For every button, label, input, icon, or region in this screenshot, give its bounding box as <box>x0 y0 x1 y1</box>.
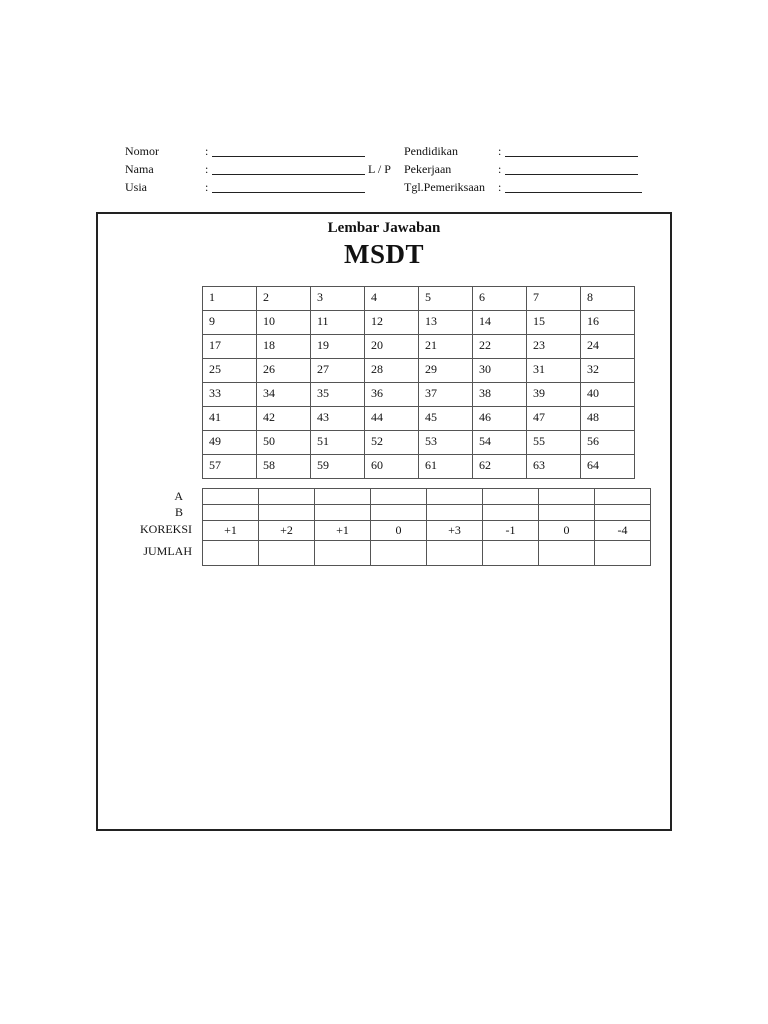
answer-number: 11 <box>317 314 329 328</box>
answer-number: 29 <box>425 362 437 376</box>
answer-cell[interactable] <box>419 287 473 311</box>
answer-number: 40 <box>587 386 599 400</box>
answer-grid-row <box>203 431 635 455</box>
answer-number: 63 <box>533 458 545 472</box>
answer-number: 55 <box>533 434 545 448</box>
jumlah-cell-6[interactable] <box>483 541 539 566</box>
answer-cell[interactable] <box>527 431 581 455</box>
answer-number: 47 <box>533 410 545 424</box>
a-cell-1[interactable] <box>203 489 259 505</box>
answer-number: 62 <box>479 458 491 472</box>
tgl-pemeriksaan-colon: : <box>498 180 502 194</box>
answer-number: 3 <box>317 290 323 304</box>
answer-cell[interactable] <box>365 383 419 407</box>
pendidikan-label: Pendidikan <box>404 144 458 158</box>
a-cell-3[interactable] <box>315 489 371 505</box>
answer-cell[interactable] <box>473 335 527 359</box>
answer-cell[interactable] <box>527 335 581 359</box>
header-field-pekerjaan <box>404 162 644 176</box>
answer-cell[interactable] <box>473 455 527 479</box>
pekerjaan-label: Pekerjaan <box>404 162 452 176</box>
answer-number: 26 <box>263 362 275 376</box>
answer-number: 23 <box>533 338 545 352</box>
answer-number: 17 <box>209 338 221 352</box>
answer-cell[interactable] <box>419 431 473 455</box>
b-cell-1[interactable] <box>203 505 259 521</box>
answer-cell[interactable] <box>365 359 419 383</box>
answer-cell[interactable] <box>257 311 311 335</box>
answer-grid-row <box>203 335 635 359</box>
answer-number: 30 <box>479 362 491 376</box>
answer-number: 61 <box>425 458 437 472</box>
b-cell-2[interactable] <box>259 505 315 521</box>
b-cell-5[interactable] <box>427 505 483 521</box>
answer-cell[interactable] <box>581 335 635 359</box>
answer-cell[interactable] <box>311 407 365 431</box>
nama-label: Nama <box>125 162 154 176</box>
answer-number: 49 <box>209 434 221 448</box>
answer-number: 39 <box>533 386 545 400</box>
usia-input-line[interactable] <box>212 180 365 193</box>
answer-grid <box>202 286 635 479</box>
answer-number: 8 <box>587 290 593 304</box>
row-label-koreksi: KOREKSI <box>139 522 192 536</box>
answer-number: 33 <box>209 386 221 400</box>
answer-number: 44 <box>371 410 383 424</box>
header-field-usia <box>125 180 385 194</box>
answer-number: 15 <box>533 314 545 328</box>
answer-cell[interactable] <box>365 287 419 311</box>
answer-cell[interactable] <box>203 359 257 383</box>
answer-cell[interactable] <box>203 455 257 479</box>
nama-colon: : <box>205 162 209 176</box>
answer-number: 46 <box>479 410 491 424</box>
answer-number: 36 <box>371 386 383 400</box>
answer-number: 42 <box>263 410 275 424</box>
answer-cell[interactable] <box>527 407 581 431</box>
answer-number: 31 <box>533 362 545 376</box>
nomor-colon: : <box>205 144 209 158</box>
answer-cell[interactable] <box>257 431 311 455</box>
a-cell-5[interactable] <box>427 489 483 505</box>
answer-cell[interactable] <box>527 311 581 335</box>
sheet-subtitle: Lembar Jawaban <box>327 220 441 236</box>
answer-number: 64 <box>587 458 599 472</box>
koreksi-value: 0 <box>371 521 427 541</box>
answer-number: 6 <box>479 290 485 304</box>
answer-cell[interactable] <box>311 287 365 311</box>
b-cell-7[interactable] <box>539 505 595 521</box>
answer-number: 9 <box>209 314 215 328</box>
answer-number: 27 <box>317 362 329 376</box>
answer-number: 53 <box>425 434 437 448</box>
a-cell-4[interactable] <box>371 489 427 505</box>
answer-cell[interactable] <box>257 335 311 359</box>
usia-label: Usia <box>125 180 147 194</box>
answer-cell[interactable] <box>257 383 311 407</box>
answer-cell[interactable] <box>581 383 635 407</box>
a-cell-8[interactable] <box>595 489 651 505</box>
answer-cell[interactable] <box>203 431 257 455</box>
answer-cell[interactable] <box>473 407 527 431</box>
answer-cell[interactable] <box>311 359 365 383</box>
answer-number: 4 <box>371 290 377 304</box>
answer-number: 37 <box>425 386 437 400</box>
answer-grid-row <box>203 287 635 311</box>
pekerjaan-colon: : <box>498 162 502 176</box>
koreksi-value: +3 <box>427 521 483 541</box>
row-label-jumlah: JUMLAH <box>143 544 192 558</box>
nama-input-line[interactable] <box>212 162 365 175</box>
answer-cell[interactable] <box>581 287 635 311</box>
answer-cell[interactable] <box>473 431 527 455</box>
pekerjaan-input-line[interactable] <box>505 162 638 175</box>
jumlah-cell-7[interactable] <box>539 541 595 566</box>
answer-number: 2 <box>263 290 269 304</box>
answer-number: 12 <box>371 314 383 328</box>
answer-number: 45 <box>425 410 437 424</box>
answer-grid-row <box>203 311 635 335</box>
pendidikan-input-line[interactable] <box>505 144 638 157</box>
answer-cell[interactable] <box>257 359 311 383</box>
answer-cell[interactable] <box>257 455 311 479</box>
nomor-input-line[interactable] <box>212 144 365 157</box>
answer-cell[interactable] <box>581 407 635 431</box>
answer-number: 54 <box>479 434 491 448</box>
row-koreksi <box>203 521 651 541</box>
answer-number: 43 <box>317 410 329 424</box>
koreksi-value: -4 <box>595 521 651 541</box>
header-field-pendidikan <box>404 144 644 158</box>
answer-number: 52 <box>371 434 383 448</box>
b-cell-4[interactable] <box>371 505 427 521</box>
jumlah-cell-2[interactable] <box>259 541 315 566</box>
row-jumlah <box>203 541 651 566</box>
answer-number: 48 <box>587 410 599 424</box>
jumlah-cell-1[interactable] <box>203 541 259 566</box>
answer-cell[interactable] <box>419 359 473 383</box>
answer-cell[interactable] <box>203 287 257 311</box>
answer-cell[interactable] <box>311 311 365 335</box>
jumlah-cell-4[interactable] <box>371 541 427 566</box>
answer-cell[interactable] <box>311 431 365 455</box>
answer-number: 38 <box>479 386 491 400</box>
answer-number: 28 <box>371 362 383 376</box>
answer-number: 21 <box>425 338 437 352</box>
answer-cell[interactable] <box>473 311 527 335</box>
answer-number: 19 <box>317 338 329 352</box>
answer-number: 59 <box>317 458 329 472</box>
answer-cell[interactable] <box>527 287 581 311</box>
answer-number: 32 <box>587 362 599 376</box>
jumlah-cell-3[interactable] <box>315 541 371 566</box>
sheet-title: MSDT <box>343 239 424 269</box>
answer-cell[interactable] <box>257 407 311 431</box>
answer-cell[interactable] <box>527 455 581 479</box>
koreksi-value: +2 <box>259 521 315 541</box>
answer-number: 58 <box>263 458 275 472</box>
answer-grid-row <box>203 455 635 479</box>
answer-cell[interactable] <box>311 383 365 407</box>
answer-grid-row <box>203 383 635 407</box>
answer-number: 5 <box>425 290 431 304</box>
answer-cell[interactable] <box>473 287 527 311</box>
answer-cell[interactable] <box>365 311 419 335</box>
answer-number: 24 <box>587 338 599 352</box>
koreksi-value: -1 <box>483 521 539 541</box>
answer-number: 13 <box>425 314 437 328</box>
a-cell-2[interactable] <box>259 489 315 505</box>
answer-number: 1 <box>209 290 215 304</box>
answer-cell[interactable] <box>203 383 257 407</box>
answer-cell[interactable] <box>365 455 419 479</box>
row-b <box>203 505 651 521</box>
answer-cell[interactable] <box>203 407 257 431</box>
answer-cell[interactable] <box>581 455 635 479</box>
answer-number: 41 <box>209 410 221 424</box>
jumlah-cell-5[interactable] <box>427 541 483 566</box>
tgl-pemeriksaan-input-line[interactable] <box>505 180 642 193</box>
answer-cell[interactable] <box>419 383 473 407</box>
answer-cell[interactable] <box>365 431 419 455</box>
answer-cell[interactable] <box>203 311 257 335</box>
answer-number: 14 <box>479 314 491 328</box>
answer-cell[interactable] <box>419 407 473 431</box>
answer-cell[interactable] <box>581 311 635 335</box>
row-label-a: A <box>174 489 183 503</box>
answer-cell[interactable] <box>311 455 365 479</box>
answer-number: 50 <box>263 434 275 448</box>
answer-grid-row <box>203 359 635 383</box>
a-cell-6[interactable] <box>483 489 539 505</box>
row-a <box>203 489 651 505</box>
header-field-nomor <box>125 144 385 158</box>
answer-number: 34 <box>263 386 275 400</box>
pendidikan-colon: : <box>498 144 502 158</box>
answer-cell[interactable] <box>581 431 635 455</box>
answer-number: 35 <box>317 386 329 400</box>
koreksi-value: +1 <box>203 521 259 541</box>
answer-cell[interactable] <box>419 335 473 359</box>
answer-number: 22 <box>479 338 491 352</box>
row-label-b: B <box>174 505 183 519</box>
b-cell-6[interactable] <box>483 505 539 521</box>
answer-cell[interactable] <box>257 287 311 311</box>
answer-number: 20 <box>371 338 383 352</box>
answer-number: 57 <box>209 458 221 472</box>
answer-number: 16 <box>587 314 599 328</box>
answer-number: 60 <box>371 458 383 472</box>
answer-cell[interactable] <box>527 383 581 407</box>
answer-cell[interactable] <box>203 335 257 359</box>
answer-grid-row <box>203 407 635 431</box>
header-field-tgl-pemeriksaan <box>404 180 644 194</box>
answer-cell[interactable] <box>527 359 581 383</box>
answer-cell[interactable] <box>473 359 527 383</box>
answer-number: 7 <box>533 290 539 304</box>
answer-cell[interactable] <box>473 383 527 407</box>
b-cell-3[interactable] <box>315 505 371 521</box>
tgl-pemeriksaan-label: Tgl.Pemeriksaan <box>404 180 485 194</box>
nomor-label: Nomor <box>125 144 159 158</box>
score-grid <box>202 488 651 566</box>
b-cell-8[interactable] <box>595 505 651 521</box>
answer-cell[interactable] <box>419 311 473 335</box>
answer-cell[interactable] <box>419 455 473 479</box>
a-cell-7[interactable] <box>539 489 595 505</box>
answer-number: 56 <box>587 434 599 448</box>
answer-cell[interactable] <box>365 335 419 359</box>
answer-cell[interactable] <box>365 407 419 431</box>
answer-number: 10 <box>263 314 275 328</box>
header-field-nama <box>125 162 405 176</box>
koreksi-value: 0 <box>539 521 595 541</box>
koreksi-value: +1 <box>315 521 371 541</box>
answer-number: 18 <box>263 338 275 352</box>
answer-cell[interactable] <box>581 359 635 383</box>
answer-number: 25 <box>209 362 221 376</box>
usia-colon: : <box>205 180 209 194</box>
jumlah-cell-8[interactable] <box>595 541 651 566</box>
answer-number: 51 <box>317 434 329 448</box>
gender-option-text[interactable]: L / P <box>368 162 391 176</box>
answer-cell[interactable] <box>311 335 365 359</box>
